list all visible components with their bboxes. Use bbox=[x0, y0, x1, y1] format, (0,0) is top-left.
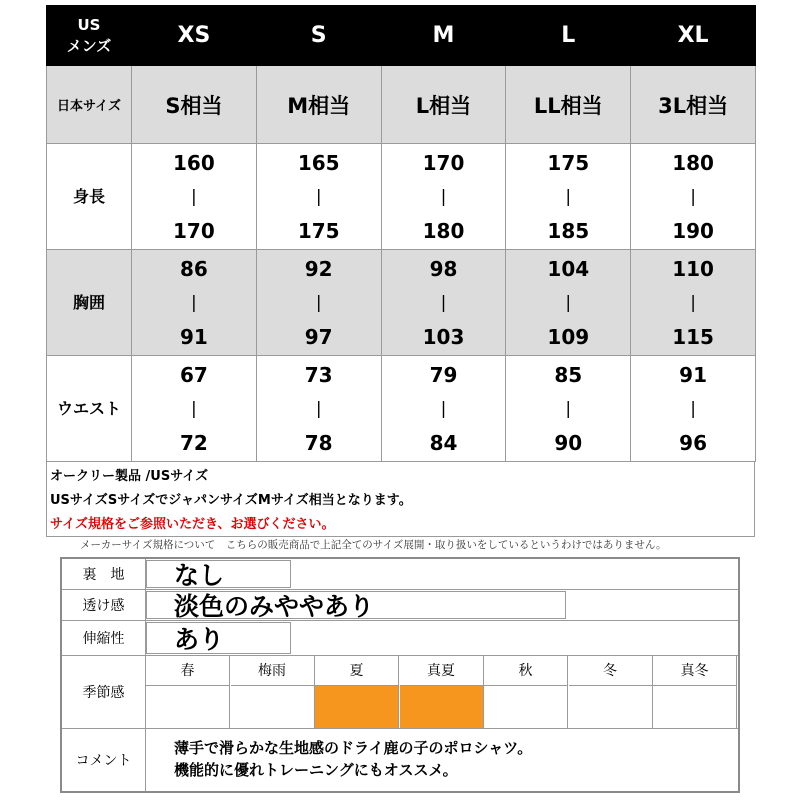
sheer-label: 透け感 bbox=[62, 590, 146, 620]
range-separator: | bbox=[191, 292, 197, 313]
season-cell bbox=[484, 686, 568, 728]
measurement-range-cell bbox=[631, 144, 756, 250]
measurement-range-cell bbox=[132, 250, 257, 356]
us-label: US bbox=[77, 15, 101, 34]
lining-value-cell bbox=[146, 559, 738, 589]
range-max: 96 bbox=[679, 430, 707, 455]
range-separator: | bbox=[440, 398, 447, 419]
season-cell bbox=[569, 686, 653, 728]
range-max: 90 bbox=[554, 430, 583, 455]
size-header-row bbox=[47, 6, 756, 66]
us-mens-label bbox=[47, 6, 132, 66]
note-line-2: USサイズSサイズでジャパンサイズMサイズ相当となります。 bbox=[50, 493, 412, 508]
measurement-range-cell bbox=[381, 356, 506, 462]
range-max: 190 bbox=[672, 218, 714, 243]
season-cell-active bbox=[315, 686, 399, 728]
range-max: 170 bbox=[173, 218, 215, 243]
size-table bbox=[46, 5, 756, 462]
lining-row bbox=[62, 559, 738, 590]
range-separator: | bbox=[191, 398, 197, 419]
season-cells bbox=[146, 656, 738, 728]
measurement-label: 胸囲 bbox=[47, 250, 132, 356]
season-header: 秋 bbox=[484, 656, 568, 686]
stretch-value: あり bbox=[174, 625, 225, 654]
comment-cell bbox=[146, 729, 738, 791]
season-cell bbox=[653, 686, 737, 728]
measurement-row bbox=[47, 250, 756, 356]
range-separator: | bbox=[565, 292, 572, 313]
range-separator: | bbox=[690, 292, 696, 313]
range-min: 79 bbox=[429, 362, 458, 387]
range-max: 72 bbox=[179, 430, 208, 455]
sheer-row bbox=[62, 590, 738, 621]
lining-label: 裏 地 bbox=[62, 559, 146, 589]
measurement-range-cell bbox=[506, 250, 631, 356]
size-notes bbox=[46, 461, 755, 537]
measurement-row bbox=[47, 144, 756, 250]
disclaimer-text: メーカーサイズ規格について こちらの販売商品で上記全てのサイズ展開・取り扱いをしているというわけではありません。 bbox=[80, 539, 667, 551]
season-label: 季節感 bbox=[62, 656, 146, 728]
range-max: 175 bbox=[297, 218, 340, 243]
range-min: 86 bbox=[179, 256, 208, 281]
japan-size-cell: M相当 bbox=[256, 66, 381, 144]
season-grid bbox=[146, 656, 738, 728]
size-header-s: S bbox=[256, 6, 381, 66]
range-separator: | bbox=[565, 398, 572, 419]
season-header: 冬 bbox=[569, 656, 653, 686]
measurement-range-cell bbox=[631, 250, 756, 356]
range-min: 160 bbox=[173, 150, 215, 175]
sheer-value: 淡色のみややあり bbox=[174, 592, 375, 621]
season-row bbox=[62, 656, 738, 729]
comment-row bbox=[62, 729, 738, 791]
season-header: 真夏 bbox=[400, 656, 484, 686]
range-separator: | bbox=[690, 398, 696, 419]
season-cell bbox=[231, 686, 315, 728]
japan-size-cell: L相当 bbox=[381, 66, 506, 144]
measurement-range-cell bbox=[631, 356, 756, 462]
measurement-range-cell bbox=[256, 250, 381, 356]
range-min: 67 bbox=[179, 362, 208, 387]
season-header: 春 bbox=[146, 656, 230, 686]
measurement-range-cell bbox=[132, 144, 257, 250]
range-min: 165 bbox=[297, 150, 340, 175]
note-line-3: サイズ規格をご参照いただき、お選びください。 bbox=[50, 517, 335, 532]
comment-label: コメント bbox=[62, 729, 146, 791]
size-header-xs: XS bbox=[132, 6, 257, 66]
japan-size-cell: S相当 bbox=[132, 66, 257, 144]
comment-line: 機能的に優れトレーニングにもオススメ。 bbox=[174, 761, 458, 779]
measurement-range-cell bbox=[256, 144, 381, 250]
size-header-xl: XL bbox=[631, 6, 756, 66]
range-max: 97 bbox=[304, 324, 333, 349]
range-max: 78 bbox=[304, 430, 333, 455]
measurement-range-cell bbox=[506, 356, 631, 462]
range-separator: | bbox=[690, 186, 696, 207]
range-max: 109 bbox=[547, 324, 590, 349]
range-max: 103 bbox=[422, 324, 465, 349]
measurement-label: ウエスト bbox=[47, 356, 132, 462]
range-min: 175 bbox=[547, 150, 590, 175]
measurement-range-cell bbox=[381, 144, 506, 250]
range-min: 110 bbox=[672, 256, 714, 281]
range-max: 185 bbox=[547, 218, 590, 243]
measurement-label: 身長 bbox=[47, 144, 132, 250]
measurement-range-cell bbox=[132, 356, 257, 462]
lining-value: なし bbox=[174, 561, 225, 590]
range-min: 91 bbox=[679, 362, 707, 387]
japan-size-row bbox=[47, 66, 756, 144]
japan-size-cell: 3L相当 bbox=[631, 66, 756, 144]
season-header: 梅雨 bbox=[231, 656, 315, 686]
range-max: 91 bbox=[179, 324, 208, 349]
season-header: 夏 bbox=[315, 656, 399, 686]
stretch-label: 伸縮性 bbox=[62, 621, 146, 655]
comment-line: 薄手で滑らかな生地感のドライ鹿の子のポロシャツ。 bbox=[174, 739, 533, 757]
size-header-l: L bbox=[506, 6, 631, 66]
range-separator: | bbox=[440, 186, 447, 207]
range-min: 180 bbox=[672, 150, 714, 175]
range-max: 115 bbox=[672, 324, 714, 349]
range-separator: | bbox=[315, 186, 322, 207]
range-separator: | bbox=[440, 292, 447, 313]
material-table bbox=[60, 557, 740, 793]
measurement-range-cell bbox=[256, 356, 381, 462]
season-cell bbox=[146, 686, 230, 728]
measurement-range-cell bbox=[506, 144, 631, 250]
range-max: 180 bbox=[422, 218, 465, 243]
range-min: 85 bbox=[554, 362, 583, 387]
range-min: 98 bbox=[429, 256, 458, 281]
stretch-row bbox=[62, 621, 738, 656]
measurement-range-cell bbox=[381, 250, 506, 356]
comment-text bbox=[174, 737, 532, 781]
japan-size-label: 日本サイズ bbox=[47, 66, 132, 144]
range-min: 104 bbox=[547, 256, 590, 281]
sheer-value-cell bbox=[146, 590, 738, 620]
mens-label: メンズ bbox=[66, 36, 112, 55]
range-min: 73 bbox=[304, 362, 333, 387]
season-header: 真冬 bbox=[653, 656, 737, 686]
size-header-m: M bbox=[381, 6, 506, 66]
range-separator: | bbox=[315, 398, 322, 419]
stretch-value-cell bbox=[146, 621, 738, 655]
note-line-1: オークリー製品 /USサイズ bbox=[50, 469, 209, 484]
range-separator: | bbox=[565, 186, 572, 207]
range-separator: | bbox=[315, 292, 322, 313]
range-max: 84 bbox=[429, 430, 458, 455]
range-min: 170 bbox=[422, 150, 465, 175]
range-separator: | bbox=[191, 186, 197, 207]
measurement-row bbox=[47, 356, 756, 462]
japan-size-cell: LL相当 bbox=[506, 66, 631, 144]
range-min: 92 bbox=[304, 256, 333, 281]
season-cell-active bbox=[400, 686, 484, 728]
